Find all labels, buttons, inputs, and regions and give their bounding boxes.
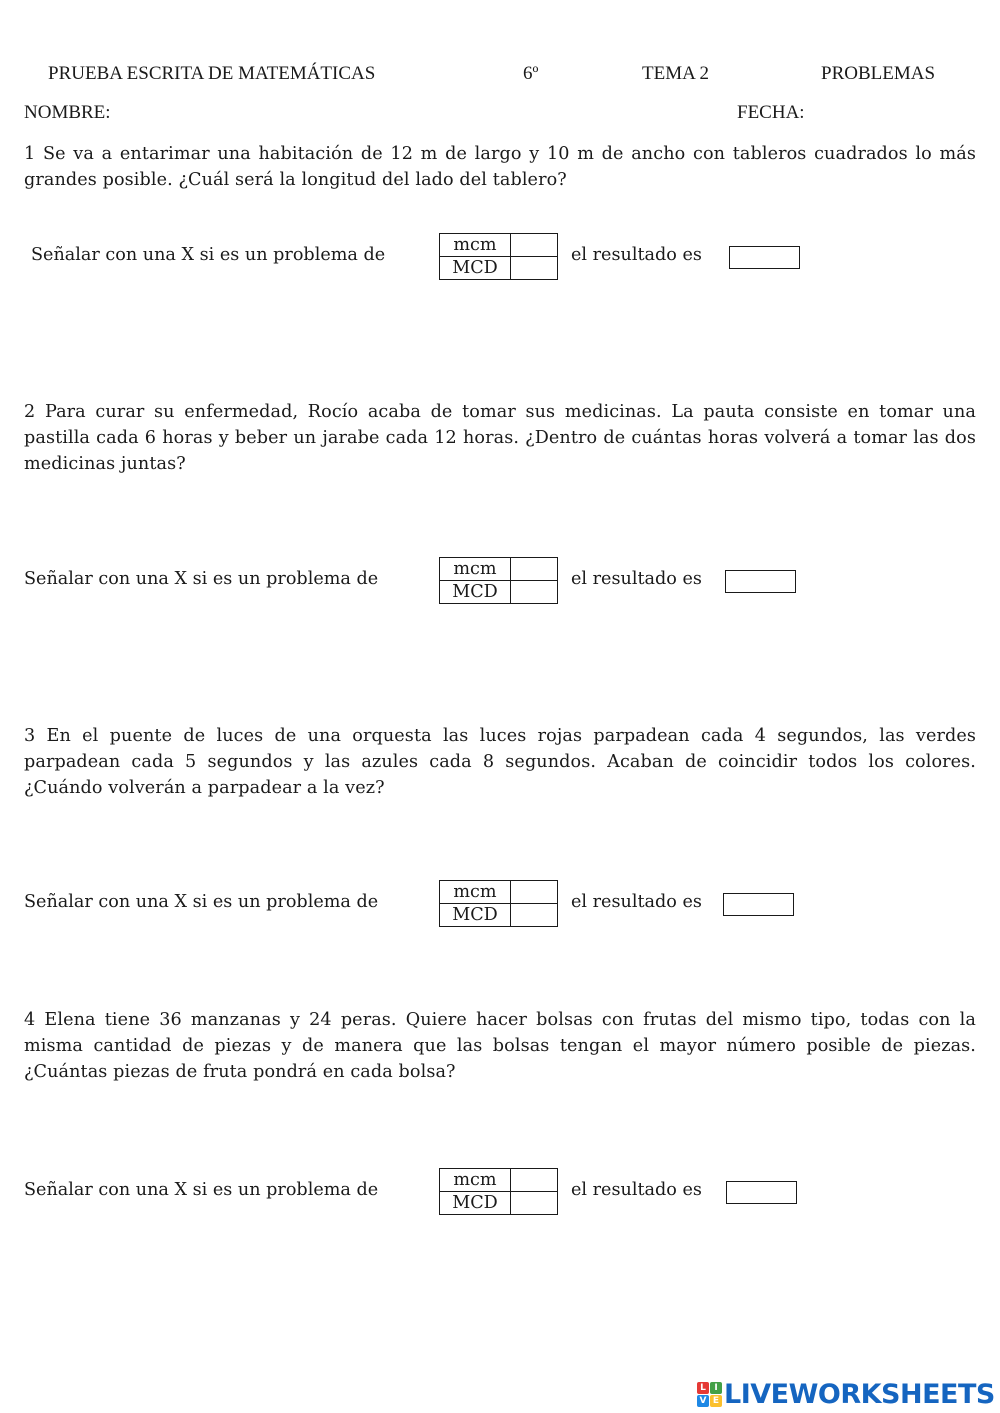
result-label: el resultado es (571, 569, 702, 589)
logo-letter-e: E (710, 1395, 722, 1407)
result-input-box[interactable] (723, 893, 794, 916)
option-mcm-label: mcm (440, 881, 511, 904)
logo-letter-i: I (710, 1382, 722, 1394)
mcd-mark-box[interactable] (511, 1192, 558, 1215)
choice-table (439, 1168, 558, 1215)
answer-prompt: Señalar con una X si es un problema de (24, 892, 379, 912)
option-mcd-label: MCD (440, 904, 511, 927)
answer-row-3 (0, 880, 1000, 930)
name-label: NOMBRE: (24, 102, 111, 123)
result-label: el resultado es (571, 245, 702, 265)
answer-prompt: Señalar con una X si es un problema de (24, 569, 379, 589)
grade-label: 6º (523, 63, 539, 84)
option-mcm-label: mcm (440, 234, 511, 257)
date-label: FECHA: (737, 102, 805, 123)
mcm-mark-box[interactable] (511, 234, 558, 257)
choice-table (439, 557, 558, 604)
choice-table (439, 233, 558, 280)
option-mcm-label: mcm (440, 558, 511, 581)
result-label: el resultado es (571, 892, 702, 912)
result-input-box[interactable] (729, 246, 800, 269)
option-mcd-label: MCD (440, 581, 511, 604)
mcm-mark-box[interactable] (511, 1169, 558, 1192)
problem-4-text: 4 Elena tiene 36 manzanas y 24 peras. Quiere hacer bolsas con frutas del mismo tipo, todas con la misma cantidad de piezas y de manera que las bolsas tengan el mayor número posible de piezas. ¿Cuántas piezas de fruta pondrá en cada bolsa? (24, 1010, 976, 1082)
option-mcd-label: MCD (440, 257, 511, 280)
logo-letter-l: L (697, 1382, 709, 1394)
mcd-mark-box[interactable] (511, 581, 558, 604)
mcd-mark-box[interactable] (511, 257, 558, 280)
mcm-mark-box[interactable] (511, 558, 558, 581)
problem-3-text: 3 En el puente de luces de una orquesta las luces rojas parpadean cada 4 segundos, las verdes parpadean cada 5 segundos y las azules cada 8 segundos. Acaban de coincidir todos los colores. ¿Cuándo volverán a parpadear a la vez? (24, 726, 976, 798)
answer-row-4 (0, 1168, 1000, 1218)
section-label: PROBLEMAS (821, 63, 936, 84)
liveworksheets-wordmark: LIVEWORKSHEETS (724, 1378, 995, 1410)
choice-table (439, 880, 558, 927)
answer-prompt: Señalar con una X si es un problema de (24, 1180, 379, 1200)
mcm-mark-box[interactable] (511, 881, 558, 904)
answer-row-2 (0, 557, 1000, 607)
topic-label: TEMA 2 (642, 63, 710, 84)
liveworksheets-logo-icon (697, 1382, 722, 1407)
problem-2-text: 2 Para curar su enfermedad, Rocío acaba de tomar sus medicinas. La pauta consiste en tomar una pastilla cada 6 horas y beber un jarabe cada 12 horas. ¿Dentro de cuántas horas volverá a tomar las dos medicinas juntas? (24, 402, 976, 474)
option-mcd-label: MCD (440, 1192, 511, 1215)
answer-prompt: Señalar con una X si es un problema de (31, 245, 386, 265)
test-title: PRUEBA ESCRITA DE MATEMÁTICAS (48, 63, 376, 84)
answer-row-1 (0, 233, 1000, 283)
logo-letter-v: V (697, 1395, 709, 1407)
problem-1-text: 1 Se va a entarimar una habitación de 12 m de largo y 10 m de ancho con tableros cuadrados lo más grandes posible. ¿Cuál será la longitud del lado del tablero? (24, 144, 976, 190)
result-label: el resultado es (571, 1180, 702, 1200)
option-mcm-label: mcm (440, 1169, 511, 1192)
result-input-box[interactable] (725, 570, 796, 593)
liveworksheets-logo (697, 1378, 995, 1410)
mcd-mark-box[interactable] (511, 904, 558, 927)
result-input-box[interactable] (726, 1181, 797, 1204)
